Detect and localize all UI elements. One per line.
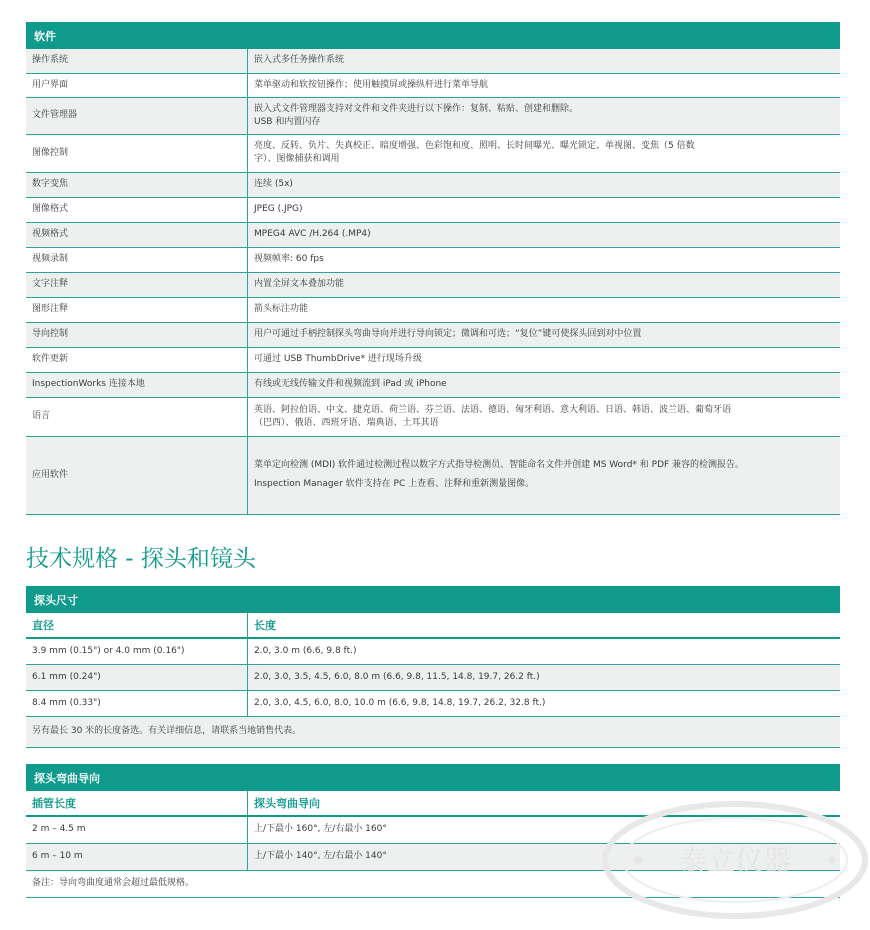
row-value-line2: （巴西）、俄语、西班牙语、瑞典语、土耳其语	[254, 417, 439, 428]
row-label: 软件更新	[26, 347, 248, 372]
column-header: 插管长度	[26, 791, 248, 816]
row-value: 连续 (5x)	[248, 172, 841, 197]
probe-size-note: 另有最长 30 米的长度备选。有关详细信息，请联系当地销售代表。	[26, 717, 840, 748]
row-label: 导向控制	[26, 322, 248, 347]
probe-size-section	[26, 586, 840, 748]
table-row	[26, 247, 840, 272]
table-row	[26, 73, 840, 97]
column-header: 长度	[248, 613, 841, 638]
cell-length: 2.0, 3.0 m (6.6, 9.8 ft.)	[248, 638, 841, 664]
table-row	[26, 134, 840, 172]
table-header-row	[26, 613, 840, 638]
row-value-line1: 亮度、反转、负片、失真校正、暗度增强、色彩饱和度、照明、长时间曝光、曝光锁定、单视图、变焦（5 倍数	[254, 141, 695, 151]
software-section	[26, 22, 840, 515]
software-table	[26, 49, 840, 515]
row-value: 菜单驱动和软按钮操作；使用触摸屏或操纵杆进行菜单导航	[248, 73, 841, 97]
cell-diameter: 3.9 mm (0.15") or 4.0 mm (0.16")	[26, 638, 248, 664]
watermark-logo	[600, 800, 870, 920]
row-label: 文字注释	[26, 272, 248, 297]
row-label: 图像格式	[26, 197, 248, 222]
articulation-note: 备注：导向弯曲度通常会超过最低规格。	[26, 871, 840, 898]
row-value-line1: 菜单定向检测 (MDI) 软件通过检测过程以数字方式指导检测员、智能命名文件并创建 MS Word* 和 PDF 兼容的检测报告。	[254, 460, 745, 470]
row-value: 内置全屏文本叠加功能	[248, 272, 841, 297]
row-label: 数字变焦	[26, 172, 248, 197]
cell-length: 2.0, 3.0, 4.5, 6.0, 8.0, 10.0 m (6.6, 9.8, 14.8, 19.7, 26.2, 32.8 ft.)	[248, 690, 841, 716]
table-row	[26, 172, 840, 197]
table-row	[26, 49, 840, 73]
table-row	[26, 222, 840, 247]
software-header: 软件	[26, 22, 840, 49]
cell-diameter: 6.1 mm (0.24")	[26, 664, 248, 690]
row-value-line2: Inspection Manager 软件支持在 PC 上查看、注释和重新测量图像。	[254, 479, 535, 489]
row-value: MPEG4 AVC /H.264 (.MP4)	[248, 222, 841, 247]
row-label: 语言	[26, 397, 248, 436]
row-value: 用户可通过手柄控制探头弯曲导向并进行导向锁定；微调和可选；“复位”键可使探头回到对中位置	[248, 322, 841, 347]
table-row	[26, 347, 840, 372]
table-row	[26, 436, 840, 514]
table-row	[26, 372, 840, 397]
cell-diameter: 8.4 mm (0.33")	[26, 690, 248, 716]
row-value: 有线或无线传输文件和视频流到 iPad 或 iPhone	[248, 372, 841, 397]
row-label: 图像控制	[26, 134, 248, 172]
row-label: 应用软件	[26, 436, 248, 514]
cell-length: 2.0, 3.0, 3.5, 4.5, 6.0, 8.0 m (6.6, 9.8, 11.5, 14.8, 19.7, 26.2 ft.)	[248, 664, 841, 690]
table-row	[26, 197, 840, 222]
row-value	[248, 134, 841, 172]
row-label: 图形注释	[26, 297, 248, 322]
row-label: InspectionWorks 连接本地	[26, 372, 248, 397]
row-label: 文件管理器	[26, 97, 248, 134]
articulation-header: 探头弯曲导向	[26, 764, 840, 791]
table-row	[26, 690, 840, 716]
cell-length: 6 m – 10 m	[26, 843, 248, 870]
row-value: 视频帧率: 60 fps	[248, 247, 841, 272]
row-value-line2: USB 和内置闪存	[254, 116, 321, 127]
row-value-line1: 嵌入式文件管理器支持对文件和文件夹进行以下操作：复制、粘贴、创建和删除。	[254, 103, 579, 114]
row-value: 可通过 USB ThumbDrive* 进行现场升级	[248, 347, 841, 372]
probe-size-table	[26, 613, 840, 717]
cell-articulation: 上/下最小 160°, 左/右最小 160°	[248, 816, 841, 843]
table-row	[26, 638, 840, 664]
watermark-text: 泰立仪器	[678, 844, 792, 877]
cell-length: 2 m – 4.5 m	[26, 816, 248, 843]
row-label: 操作系统	[26, 49, 248, 73]
row-value	[248, 97, 841, 134]
table-row	[26, 664, 840, 690]
row-value-line2: 字）、图像捕获和调用	[254, 154, 340, 164]
column-header: 直径	[26, 613, 248, 638]
row-value-line1: 英语、阿拉伯语、中文、捷克语、荷兰语、芬兰语、法语、德语、匈牙利语、意大利语、日语、韩语、波兰语、葡萄牙语	[254, 404, 732, 415]
row-value: 箭头标注功能	[248, 297, 841, 322]
probe-size-header: 探头尺寸	[26, 586, 840, 613]
table-row	[26, 297, 840, 322]
table-row	[26, 322, 840, 347]
row-label: 用户界面	[26, 73, 248, 97]
section-title: 技术规格 - 探头和镜头	[26, 546, 256, 572]
row-value	[248, 436, 841, 514]
row-label: 视频格式	[26, 222, 248, 247]
row-value	[248, 397, 841, 436]
row-value: JPEG (.JPG)	[248, 197, 841, 222]
table-row	[26, 397, 840, 436]
row-label: 视频录制	[26, 247, 248, 272]
column-header: 探头弯曲导向	[248, 791, 841, 816]
watermark-dot-left	[634, 856, 642, 864]
row-value: 嵌入式多任务操作系统	[248, 49, 841, 73]
watermark-dot-right	[828, 856, 836, 864]
cell-articulation: 上/下最小 140°, 左/右最小 140°	[248, 843, 841, 870]
table-row	[26, 272, 840, 297]
table-row	[26, 97, 840, 134]
